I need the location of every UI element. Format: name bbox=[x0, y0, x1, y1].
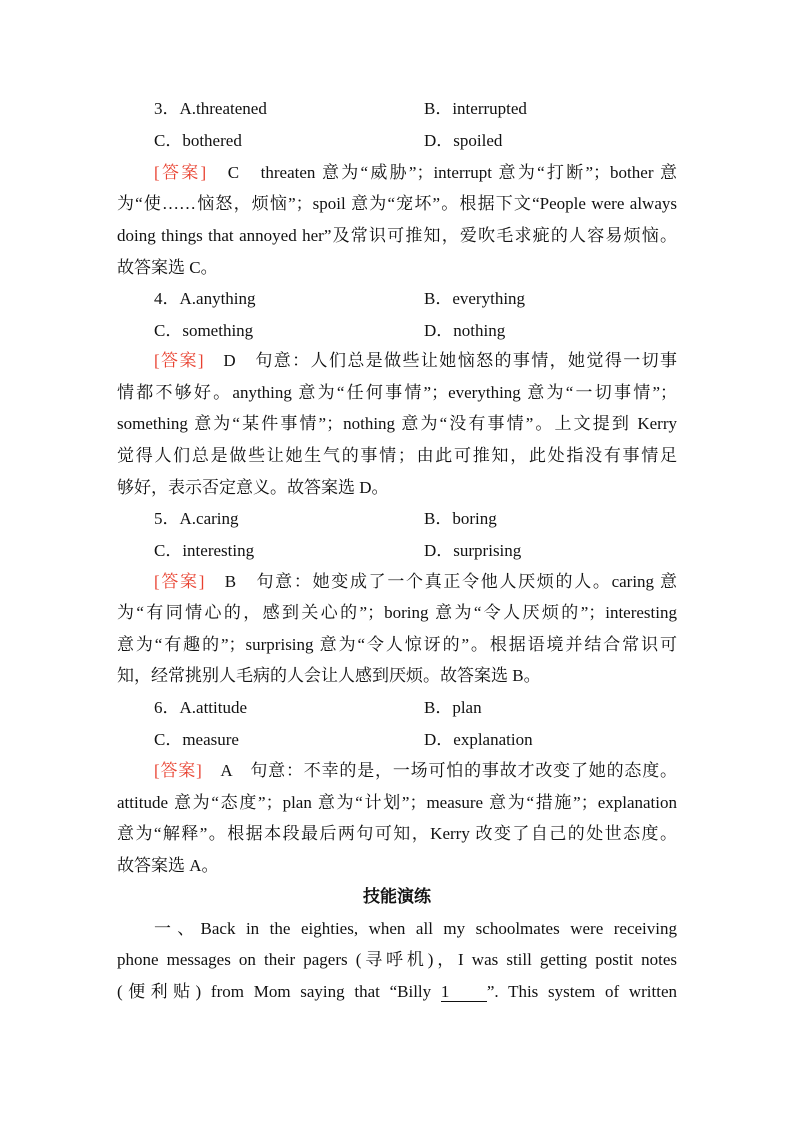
explanation-6-line-1 bbox=[154, 760, 677, 782]
option-4a: 4．A.anything bbox=[154, 289, 256, 308]
explanation-5-line-1 bbox=[154, 571, 677, 593]
explanation-6-line-2: attitude 意为“态度”；plan 意为“计划”；measure 意为“措施”；explanation bbox=[117, 793, 677, 812]
blank-1: 1 bbox=[441, 983, 487, 1002]
explanation-4-line-4: 觉得人们总是做些让她生气的事情；由此可推知，此处指没有事情足 bbox=[117, 446, 677, 465]
explanation-3-line-3: doing things that annoyed her”及常识可推知，爱吹毛求疵的人容易烦恼。 bbox=[117, 226, 677, 245]
option-3d: D．spoiled bbox=[424, 131, 503, 150]
explanation-4-line-1 bbox=[154, 350, 677, 372]
option-3c: C．bothered bbox=[154, 131, 242, 150]
option-4d: D．nothing bbox=[424, 321, 506, 340]
explanation-5-line-2: 为“有同情心的，感到关心的”；boring 意为“令人厌烦的”；interesting bbox=[117, 603, 677, 622]
option-4c: C．something bbox=[154, 321, 254, 340]
explanation-text: D 句意：人们总是做些让她恼怒的事情，她觉得一切事 bbox=[223, 351, 678, 370]
option-5a: 5．A.caring bbox=[154, 509, 239, 528]
passage-line-3-end: ”. This system of written bbox=[486, 982, 677, 1001]
explanation-3-line-2: 为“使……恼怒，烦恼”；spoil 意为“宠坏”。根据下文“People were always bbox=[117, 194, 677, 213]
option-3b: B．interrupted bbox=[424, 99, 527, 118]
explanation-4-line-2: 情都不够好。anything 意为“任何事情”；everything 意为“一切事情”； bbox=[117, 383, 677, 402]
explanation-3-line-4: 故答案选 C。 bbox=[117, 258, 218, 277]
option-5d: D．surprising bbox=[424, 541, 522, 560]
option-6b: B．plan bbox=[424, 698, 482, 717]
explanation-5-line-3: 意为“有趣的”；surprising 意为“令人惊讶的”。根据语境并结合常识可 bbox=[117, 635, 677, 654]
explanation-4-line-5: 够好，表示否定意义。故答案选 D。 bbox=[117, 478, 389, 497]
passage-line-3-start: (便利贴) from Mom saying that “Billy bbox=[117, 982, 441, 1001]
option-6d: D．explanation bbox=[424, 730, 533, 749]
passage-line-2: phone messages on their pagers (寻呼机)，I was still getting postit notes bbox=[117, 950, 677, 969]
option-5c: C．interesting bbox=[154, 541, 255, 560]
section-heading: 技能演练 bbox=[363, 887, 431, 906]
passage-line-1: 一、Back in the eighties, when all my schoolmates were receiving bbox=[154, 919, 677, 938]
option-4b: B．everything bbox=[424, 289, 526, 308]
explanation-text: B 句意：她变成了一个真正令他人厌烦的人。caring 意 bbox=[224, 572, 677, 591]
answer-tag: [答案] bbox=[154, 163, 207, 182]
explanation-text: A 句意：不幸的是，一场可怕的事故才改变了她的态度。 bbox=[220, 761, 678, 780]
explanation-5-line-4: 知，经常挑别人毛病的人会让人感到厌烦。故答案选 B。 bbox=[117, 666, 541, 685]
option-6c: C．measure bbox=[154, 730, 239, 749]
answer-tag: [答案] bbox=[154, 572, 205, 591]
explanation-text: C threaten 意为“威胁”；interrupt 意为“打断”；bother 意 bbox=[227, 163, 678, 182]
explanation-4-line-3: something 意为“某件事情”；nothing 意为“没有事情”。上文提到 Kerry bbox=[117, 414, 677, 433]
answer-tag: [答案] bbox=[154, 351, 204, 370]
explanation-6-line-3: 意为“解释”。根据本段最后两句可知，Kerry 改变了自己的处世态度。 bbox=[117, 824, 677, 843]
passage-line-3 bbox=[117, 981, 677, 1003]
answer-tag: [答案] bbox=[154, 761, 202, 780]
option-3a: 3．A.threatened bbox=[154, 99, 267, 118]
explanation-6-line-4: 故答案选 A。 bbox=[117, 856, 219, 875]
explanation-3-line-1 bbox=[154, 162, 677, 184]
option-5b: B．boring bbox=[424, 509, 497, 528]
option-6a: 6．A.attitude bbox=[154, 698, 248, 717]
